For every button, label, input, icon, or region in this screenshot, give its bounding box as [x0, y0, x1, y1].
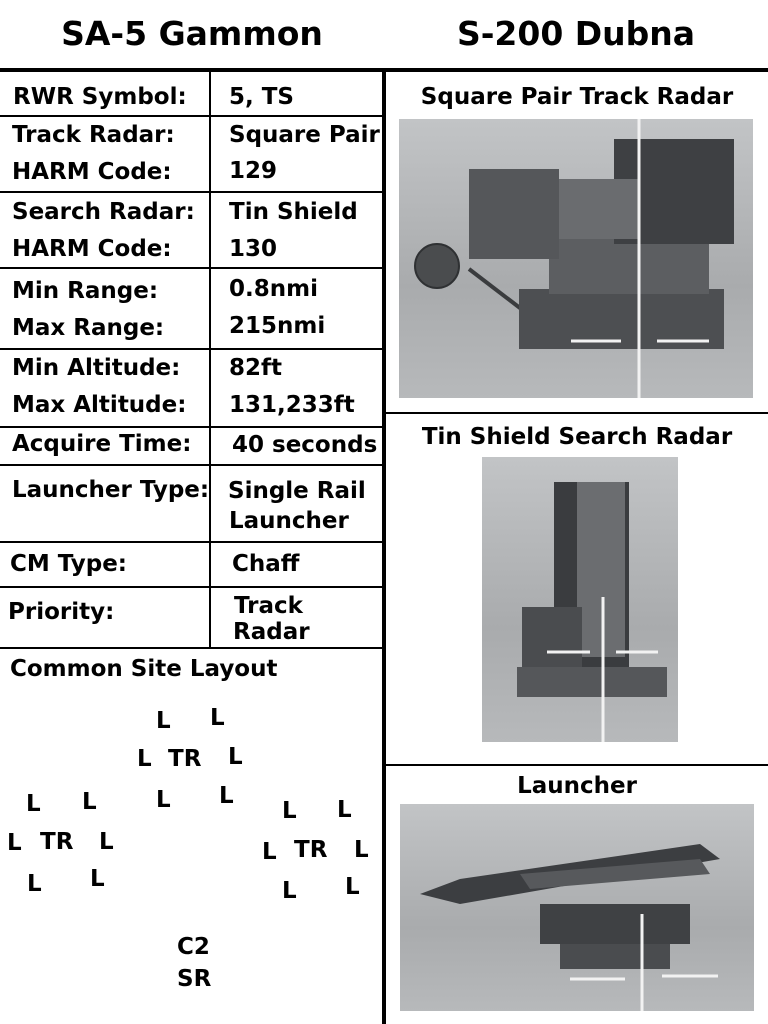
image-divider [386, 764, 768, 766]
launcher-marker: L [99, 829, 114, 855]
launcher-type-value-line2: Launcher [229, 508, 349, 534]
track-radar-photo [399, 119, 753, 398]
launcher-marker: L [354, 837, 369, 863]
priority-value-line1: Track [234, 593, 303, 619]
max-altitude-value: 131,233ft [229, 392, 355, 418]
track-radar-image-title: Square Pair Track Radar [420, 84, 734, 110]
search-radar-marker: SR [177, 966, 212, 992]
nato-name-title: SA-5 Gammon [61, 14, 323, 53]
search-radar-value: Tin Shield [229, 199, 358, 225]
max-range-label: Max Range: [12, 315, 165, 341]
launcher-marker: L [210, 705, 225, 731]
table-column-divider [209, 72, 211, 648]
image-divider [386, 412, 768, 414]
table-row-divider [0, 191, 382, 193]
command-post-marker: C2 [177, 934, 210, 960]
acquire-time-label: Acquire Time: [12, 431, 192, 457]
search-harm-code-value: 130 [229, 236, 278, 262]
launcher-marker: L [156, 787, 171, 813]
table-row-divider [0, 464, 382, 466]
min-altitude-value: 82ft [229, 355, 283, 381]
min-range-label: Min Range: [12, 278, 159, 304]
launcher-marker: L [27, 871, 42, 897]
launcher-marker: L [137, 746, 152, 772]
launcher-marker: L [26, 791, 41, 817]
search-harm-code-label: HARM Code: [12, 236, 172, 262]
max-range-value: 215nmi [229, 313, 326, 339]
launcher-type-value-line1: Single Rail [228, 478, 366, 504]
launcher-marker: L [262, 839, 277, 865]
acquire-time-value: 40 seconds [232, 432, 378, 458]
launcher-photo [400, 804, 754, 1011]
cm-type-label: CM Type: [10, 551, 127, 577]
launcher-type-label: Launcher Type: [12, 477, 210, 503]
track-harm-code-value: 129 [229, 158, 278, 184]
track-harm-code-label: HARM Code: [12, 159, 172, 185]
table-row-divider [0, 647, 382, 649]
track-radar-value: Square Pair [229, 122, 380, 148]
priority-value-line2: Radar [233, 619, 310, 645]
russian-name-title: S-200 Dubna [456, 14, 696, 53]
launcher-marker: L [82, 789, 97, 815]
rwr-symbol-value: 5, TS [229, 84, 295, 110]
launcher-marker: L [337, 797, 352, 823]
search-radar-image-title: Tin Shield Search Radar [421, 424, 733, 450]
search-radar-label: Search Radar: [12, 199, 195, 225]
launcher-marker: L [90, 866, 105, 892]
center-divider [382, 68, 386, 1024]
track-radar-marker: TR [294, 837, 328, 863]
launcher-image-title: Launcher [517, 773, 637, 799]
table-row-divider [0, 541, 382, 543]
site-layout-title: Common Site Layout [10, 656, 278, 682]
launcher-marker: L [7, 830, 22, 856]
launcher-marker: L [345, 874, 360, 900]
launcher-marker: L [219, 783, 234, 809]
search-radar-photo [482, 457, 678, 742]
max-altitude-label: Max Altitude: [12, 392, 187, 418]
launcher-marker: L [228, 744, 243, 770]
track-radar-label: Track Radar: [12, 122, 175, 148]
min-range-value: 0.8nmi [229, 276, 318, 302]
rwr-symbol-label: RWR Symbol: [13, 84, 187, 110]
launcher-marker: L [156, 708, 171, 734]
launcher-marker: L [282, 798, 297, 824]
launcher-marker: L [282, 878, 297, 904]
priority-label: Priority: [8, 599, 115, 625]
table-row-divider [0, 586, 382, 588]
track-radar-marker: TR [168, 746, 202, 772]
track-radar-marker: TR [40, 829, 74, 855]
cm-type-value: Chaff [232, 551, 300, 577]
min-altitude-label: Min Altitude: [12, 355, 181, 381]
